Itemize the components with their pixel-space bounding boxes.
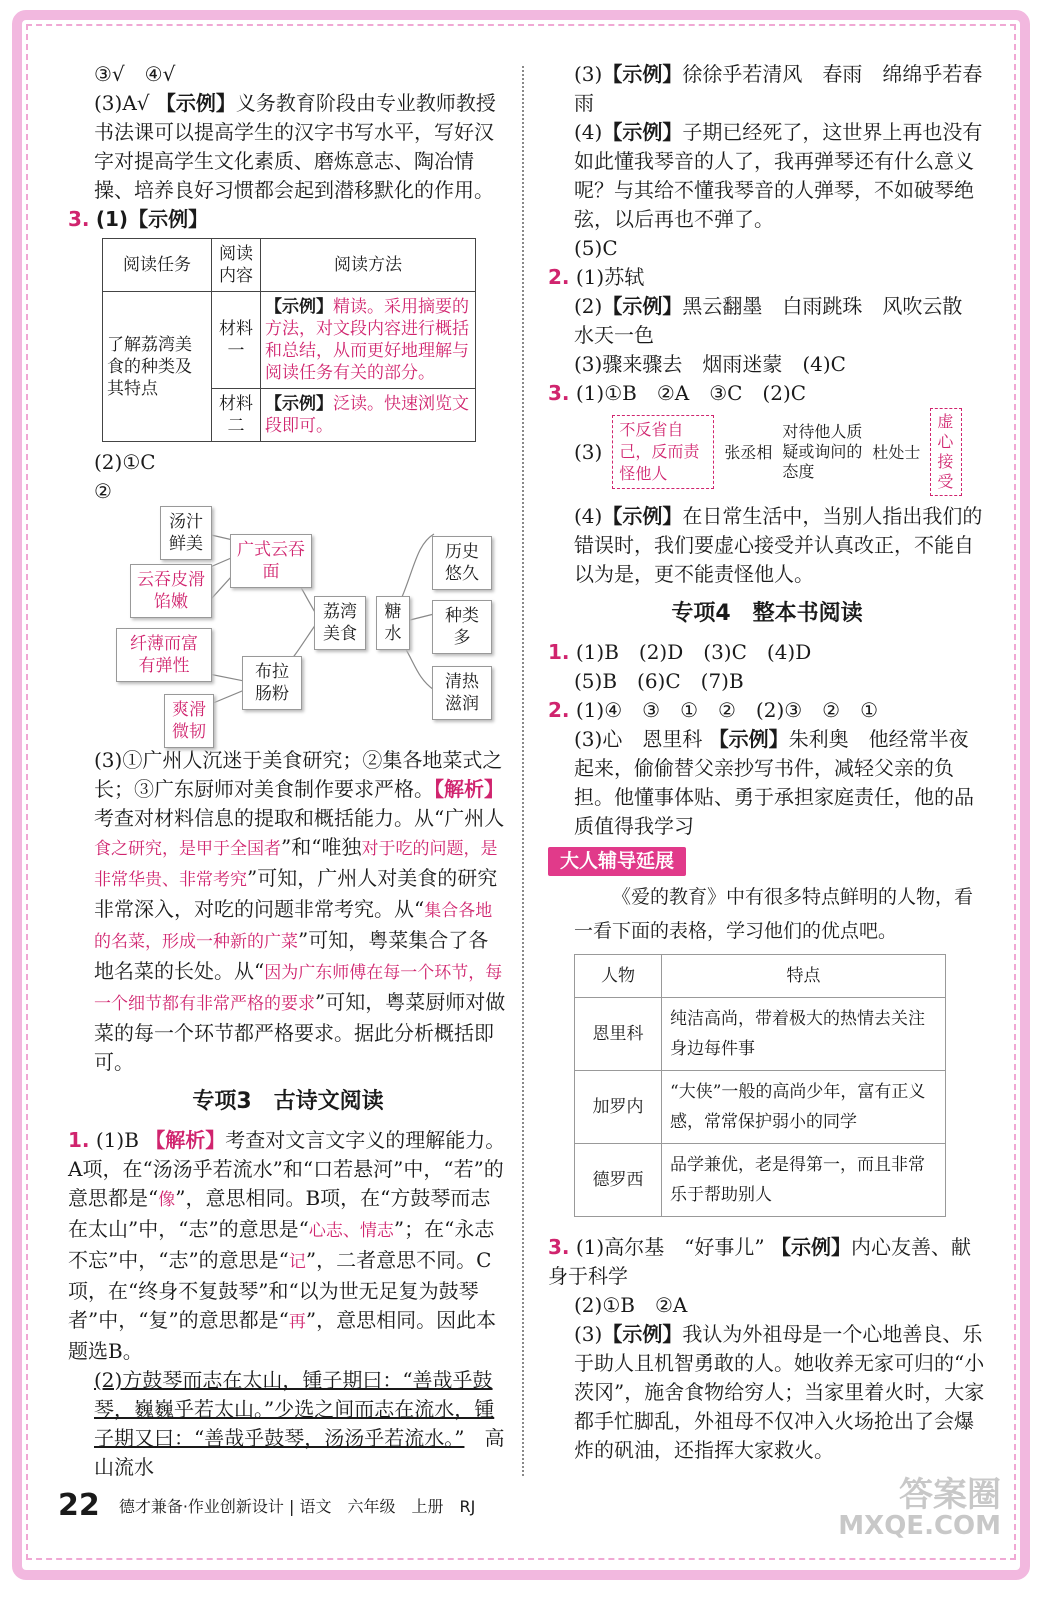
answer-paragraph: 3. (1)高尔基 “好事儿” 【示例】内心友善、献身于科学 xyxy=(548,1235,972,1288)
left-column xyxy=(68,60,508,1482)
column-divider xyxy=(522,66,524,1476)
answer-box: 虚心接受 xyxy=(930,408,962,496)
table-row xyxy=(575,1071,946,1144)
extension-ribbon: 大人辅导延展 xyxy=(548,847,686,876)
mind-node: 汤汁鲜美 xyxy=(160,506,212,560)
mind-node: 糖水 xyxy=(376,596,410,650)
answer-line: (5)B (6)C (7)B xyxy=(574,669,744,693)
table-header: 人物 xyxy=(575,955,662,998)
page-footer xyxy=(58,1488,475,1523)
table-cell: 了解荔湾美食的种类及其特点 xyxy=(103,292,212,442)
question-number: 3. xyxy=(68,207,90,231)
answer-paragraph: (3)①广州人沉迷于美食研究；②集各地菜式之长；③广东厨师对美食制作要求严格。【解析】考查对材料信息的提取和概括能力。从“广州人食之研究，是甲于全国者”和“唯独对于吃的问题，是非常华贵、非常考究”可知，广州人对美食的研究非常深入，对吃的问题非常考究。从“集合各地的名菜，形成一种新的广菜”可知，粤菜集合了各地名菜的长处。从“因为广东师傅在每一个环节，每一个细节都有非常严格的要求”可知，粤菜厨师对做菜的每一个环节都严格要求。据此分析概括即可。 xyxy=(94,748,506,1074)
section-title: 专项4 整本书阅读 xyxy=(671,601,863,626)
answer-paragraph: 1. (1)B 【解析】考查对文言文字义的理解能力。A项，在“汤汤乎若流水”和“口若悬河”中，“若”的意思都是“像”，意思相同。B项，在“方鼓琴而志在太山”中，“志”的意思是“心志、情志”；在“永志不忘”中，“志”的意思是“记”，二者意思不同。C项，在“终身不复鼓琴”和“以为世无足复为鼓琴者”中，“复”的意思都是“再”，意思相同。因此本题选B。 xyxy=(68,1128,506,1363)
answer-box: 不反省自己，反而责怪他人 xyxy=(612,415,714,489)
mind-node: 清热滋润 xyxy=(432,666,492,720)
answer-line: (3)【示例】徐徐乎若清风 春雨 绵绵乎若春雨 xyxy=(574,62,983,115)
diagram-label: 对待他人质疑或询问的态度 xyxy=(782,422,863,481)
mind-node: 历史悠久 xyxy=(432,536,492,590)
answer-paragraph: (3)【示例】我认为外祖母是一个心地善良、乐于助人且机智勇敢的人。她收养无家可归的“小茨冈”，施舍食物给穷人；当家里着火时，大家都手忙脚乱，外祖母不仅冲入火场抢出了会爆炸的矾油，还指挥大家救火。 xyxy=(574,1322,985,1462)
mind-node: 广式云吞面 xyxy=(230,534,312,588)
mind-map xyxy=(94,506,508,746)
table-header: 特点 xyxy=(662,955,946,998)
table-header: 阅读内容 xyxy=(212,239,261,292)
mind-node: 种类多 xyxy=(432,600,492,654)
answer-line: (2)【示例】黑云翻墨 白雨跳珠 风吹云散 水天一色 xyxy=(574,294,983,347)
answer-line: (5)C xyxy=(574,236,618,260)
answer-line: 1. (1)B (2)D (3)C (4)D xyxy=(548,640,812,664)
diagram-label: 张丞相 xyxy=(724,442,773,462)
right-column xyxy=(548,60,986,1465)
table-cell: 纯洁高尚，带着极大的热情去关注身边每件事 xyxy=(662,998,946,1071)
answer-line: (2)①C xyxy=(94,450,156,474)
diagram-label: 杜处士 xyxy=(872,442,921,462)
footer-text: 德才兼备·作业创新设计 | 语文 六年级 上册 RJ xyxy=(118,1497,476,1516)
table-cell: “大侠”一般的高尚少年，富有正义感，常常保护弱小的同学 xyxy=(662,1071,946,1144)
answer-paragraph: (4)【示例】在日常生活中，当别人指出我们的错误时，我们要虚心接受并认真改正，不能自以为是，更不能责怪他人。 xyxy=(574,504,983,586)
answer-paragraph: (3)A√ 【示例】义务教育阶段由专业教师教授书法课可以提高学生的汉字书写水平，写好汉字对提高学生文化素质、磨炼意志、陶冶情操、培养良好习惯都会起到潜移默化的作用。 xyxy=(94,91,496,202)
answer-line: (3)骤来骤去 烟雨迷蒙 (4)C xyxy=(574,352,846,376)
section-title: 专项3 古诗文阅读 xyxy=(192,1089,384,1114)
comparison-diagram: (3) 不反省自己，反而责怪他人 张丞相 对待他人质疑或询问的态度 杜处士 虚心接受 xyxy=(548,408,986,496)
question-3-head: 3. (1)【示例】 xyxy=(68,207,209,231)
page-number: 22 xyxy=(58,1488,100,1523)
table-cell: 材料二 xyxy=(212,389,261,442)
answer-line: 3. (1)①B ②A ③C (2)C xyxy=(548,381,807,405)
table-cell: 【示例】精读。采用摘要的方法，对文段内容进行概括和总结，从而更好地理解与阅读任务有关的部分。 xyxy=(261,292,476,389)
table-row xyxy=(575,998,946,1071)
answer-line: 2. (1)苏轼 xyxy=(548,265,645,289)
table-header: 阅读方法 xyxy=(261,239,476,292)
table-cell: 德罗西 xyxy=(575,1144,662,1217)
answer-paragraph: (2)方鼓琴而志在太山，锺子期曰：“善哉乎鼓琴，巍巍乎若太山。”少选之间而志在流水，锺子期又曰：“善哉乎鼓琴，汤汤乎若流水。” 高山流水 xyxy=(94,1368,505,1479)
table-cell: 恩里科 xyxy=(575,998,662,1071)
table-cell: 品学兼优，老是得第一，而且非常乐于帮助别人 xyxy=(662,1144,946,1217)
table-cell: 【示例】泛读。快速浏览文段即可。 xyxy=(261,389,476,442)
answer-line: (2)①B ②A xyxy=(574,1293,688,1317)
character-table xyxy=(574,954,946,1217)
answer-line: ② xyxy=(94,479,112,503)
answer-paragraph: (4)【示例】子期已经死了，这世界上再也没有如此懂我琴音的人了，我再弹琴还有什么意义呢？与其给不懂我琴音的人弹琴，不如破琴绝弦，以后再也不弹了。 xyxy=(574,120,983,231)
answer-line: 2. (1)④ ③ ① ② (2)③ ② ① xyxy=(548,698,879,722)
mind-node: 爽滑微韧 xyxy=(164,694,214,748)
mind-node: 布拉肠粉 xyxy=(242,656,302,710)
mind-node: 云吞皮滑馅嫩 xyxy=(130,564,212,618)
mind-node: 纤薄而富有弹性 xyxy=(116,628,212,682)
extension-intro: 《爱的教育》中有很多特点鲜明的人物，看一看下面的表格，学习他们的优点吧。 xyxy=(574,886,974,942)
table-row xyxy=(575,1144,946,1217)
watermark: 答案圈 MXQE.COM xyxy=(838,1475,1001,1541)
answer-line: ③√ ④√ xyxy=(94,62,176,86)
example-tag: 【示例】 xyxy=(155,91,236,115)
table-cell: 材料一 xyxy=(212,292,261,389)
table-header: 阅读任务 xyxy=(103,239,212,292)
mind-center: 荔湾美食 xyxy=(314,596,366,650)
answer-paragraph: (3)心 恩里科 【示例】朱利奥 他经常半夜起来，偷偷替父亲抄写书件，减轻父亲的负担。他懂事体贴、勇于承担家庭责任，他的品质值得我学习 xyxy=(574,727,974,838)
reading-table xyxy=(102,238,476,442)
table-cell: 加罗内 xyxy=(575,1071,662,1144)
